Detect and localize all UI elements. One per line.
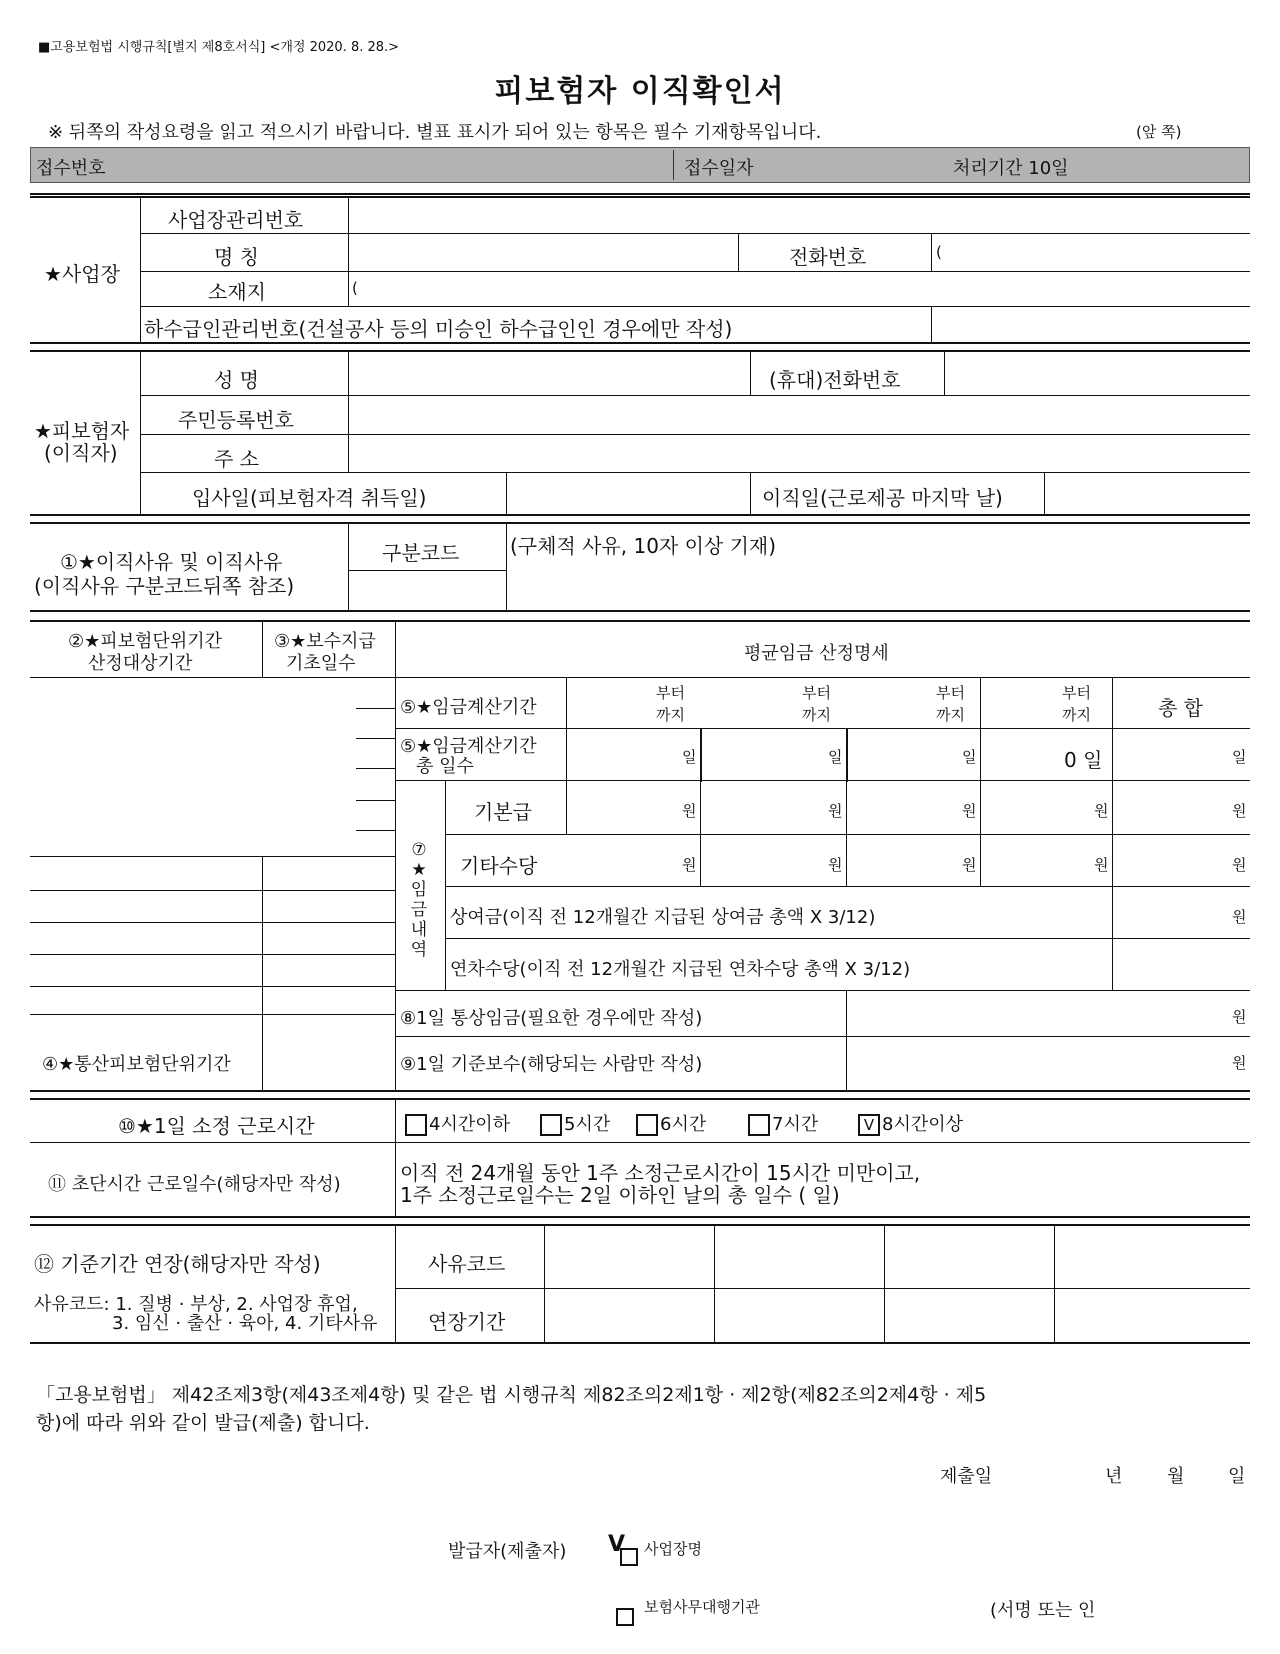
wage-detail-label: ⑦★임금내역 [410, 840, 428, 960]
workplace-phone-label: 전화번호 [789, 245, 867, 269]
extension-label: ⑫ 기준기간 연장(해당자만 작성) [34, 1252, 321, 1276]
submit-year: 년 [1105, 1466, 1123, 1487]
daily-base-won: 원 [1232, 1054, 1247, 1072]
submit-date-label: 제출일 [940, 1466, 993, 1487]
hours-option-5[interactable]: 5시간 [540, 1110, 610, 1136]
checkbox[interactable] [636, 1114, 658, 1136]
period4-to: 까지 [1062, 706, 1091, 724]
wage-calc-period-label: ⑤★임금계산기간 [400, 697, 537, 718]
hours-option-6[interactable]: 6시간 [636, 1110, 706, 1136]
hours-option-8-or-more[interactable]: V 8시간이상 [858, 1110, 963, 1136]
issuer-label: 발급자(제출자) [448, 1541, 567, 1562]
workplace-address-value[interactable]: ( [352, 279, 358, 297]
shorttime-line1: 이직 전 24개월 동안 1주 소정근로시간이 15시간 미만이고, [400, 1161, 921, 1185]
shorttime-days-label: ⑪ 초단시간 근로일수(해당자만 작성) [48, 1174, 341, 1195]
other-allow-won-4: 원 [1094, 856, 1109, 874]
period1-from: 부터 [656, 684, 685, 702]
submit-month: 월 [1167, 1466, 1185, 1487]
daily-base-pay-label: ⑨1일 기준보수(해당되는 사람만 작성) [400, 1054, 703, 1075]
period2-from: 부터 [802, 684, 831, 702]
subcontractor-mgmt-label: 하수급인관리번호(건설공사 등의 미승인 하수급인인 경우에만 작성) [144, 317, 733, 341]
receipt-date-label: 접수일자 [684, 158, 754, 179]
daily-ordinary-won: 원 [1232, 1008, 1247, 1026]
shorttime-line2: 1주 소정근로일수는 2일 이하인 날의 총 일수 ( 일) [400, 1183, 840, 1207]
period3-to: 까지 [936, 706, 965, 724]
other-allow-won-1: 원 [682, 856, 697, 874]
other-allow-won-2: 원 [828, 856, 843, 874]
workplace-address-label: 소재지 [208, 280, 266, 304]
extension-period-label: 연장기간 [428, 1310, 506, 1334]
period2-to: 까지 [802, 706, 831, 724]
period4-from: 부터 [1062, 684, 1091, 702]
days-unit-3: 일 [962, 748, 977, 766]
days-unit-1: 일 [682, 748, 697, 766]
submit-day: 일 [1228, 1466, 1246, 1487]
page-title: 피보험자 이직확인서 [494, 74, 786, 109]
notice-text: ※ 뒤쪽의 작성요령을 읽고 적으시기 바랍니다. 별표 표시가 되어 있는 항목은 필수 기재항목입니다. [48, 122, 822, 143]
wage-calc-days-label: ⑤★임금계산기간 [400, 736, 537, 757]
workplace-name-footer-label: 사업장명 [644, 1540, 702, 1558]
leave-date-label: 이직일(근로제공 마지막 날) [762, 486, 1003, 510]
sign-label: (서명 또는 인 [990, 1600, 1096, 1621]
receipt-number-label: 접수번호 [36, 158, 106, 179]
checkbox-checked[interactable]: V [858, 1114, 880, 1136]
period1-to: 까지 [656, 706, 685, 724]
insured-unit-period-sublabel: 산정대상기간 [88, 653, 193, 674]
hours-option-7[interactable]: 7시간 [748, 1110, 818, 1136]
base-pay-won-1: 원 [682, 802, 697, 820]
statement-line2: 항)에 따라 위와 같이 발급(제출) 합니다. [36, 1412, 370, 1434]
insured-address-label: 주 소 [214, 447, 259, 471]
extension-reason-code-label: 사유코드 [428, 1252, 506, 1276]
extension-codes-line2: 3. 임신 · 출산 · 육아, 4. 기타사유 [112, 1313, 378, 1334]
hire-date-label: 입사일(피보험자격 취득일) [192, 486, 427, 510]
agency-label: 보험사무대행기관 [644, 1598, 760, 1616]
workplace-checkbox[interactable] [620, 1548, 638, 1566]
period3-from: 부터 [936, 684, 965, 702]
days-unit-total: 일 [1232, 748, 1247, 766]
cumulative-period-label: ④★통산피보험단위기간 [42, 1054, 231, 1075]
page-side-label: (앞 쪽) [1136, 123, 1182, 141]
daily-ordinary-wage-label: ⑧1일 통상임금(필요한 경우에만 작성) [400, 1008, 703, 1029]
average-wage-header: 평균임금 산정명세 [744, 643, 889, 664]
insured-unit-period-label: ②★피보험단위기간 [68, 631, 222, 652]
other-allowance-label: 기타수당 [460, 854, 538, 878]
total-label: 총 합 [1158, 696, 1203, 720]
days-value-4: 0 일 [1064, 748, 1103, 772]
other-allow-won-total: 원 [1232, 856, 1247, 874]
bonus-label: 상여금(이직 전 12개월간 지급된 상여금 총액 X 3/12) [450, 907, 876, 928]
pay-basis-days-sublabel: 기초일수 [286, 653, 356, 674]
leave-reason-label: ①★이직사유 및 이직사유 [60, 550, 283, 574]
law-reference: ■고용보험법 시행규칙[별지 제8호서식] <개정 2020. 8. 28.> [38, 40, 400, 55]
checkbox[interactable] [540, 1114, 562, 1136]
reason-code-label: 구분코드 [382, 541, 460, 565]
workplace-section-label: ★사업장 [44, 262, 120, 286]
checkbox[interactable] [405, 1114, 427, 1136]
reason-detail-label: (구체적 사유, 10자 이상 기재) [510, 534, 777, 558]
base-pay-won-2: 원 [828, 802, 843, 820]
days-unit-2: 일 [828, 748, 843, 766]
wage-calc-days-sublabel: 총 일수 [416, 756, 474, 777]
pay-basis-days-label: ③★보수지급 [274, 631, 376, 652]
other-allow-won-3: 원 [962, 856, 977, 874]
insured-mobile-label: (휴대)전화번호 [769, 368, 901, 392]
workplace-check-mark: V [608, 1532, 626, 1557]
bonus-won: 원 [1232, 908, 1247, 926]
annual-allowance-label: 연차수당(이직 전 12개월간 지급된 연차수당 총액 X 3/12) [450, 959, 911, 980]
workplace-phone-value[interactable]: ( [936, 243, 942, 261]
workplace-name-label: 명 칭 [214, 245, 259, 269]
processing-period-label: 처리기간 10일 [953, 158, 1069, 179]
insured-name-label: 성 명 [214, 368, 259, 392]
workplace-mgmt-no-label: 사업장관리번호 [168, 208, 304, 232]
insured-rrn-label: 주민등록번호 [178, 408, 294, 432]
hours-option-4-or-less[interactable]: 4시간이하 [405, 1110, 510, 1136]
insured-section-sublabel: (이직자) [44, 441, 118, 465]
base-pay-won-total: 원 [1232, 802, 1247, 820]
extension-codes-line1: 사유코드: 1. 질병 · 부상, 2. 사업장 휴업, [34, 1294, 358, 1315]
statement-line1: 「고용보험법」 제42조제3항(제43조제4항) 및 같은 법 시행규칙 제82조의2제1항 · 제2항(제82조의2제4항 · 제5 [36, 1384, 987, 1406]
base-pay-label: 기본급 [474, 800, 532, 824]
work-hours-label: ⑩★1일 소정 근로시간 [118, 1114, 315, 1138]
base-pay-won-3: 원 [962, 802, 977, 820]
agency-checkbox[interactable] [616, 1608, 634, 1626]
base-pay-won-4: 원 [1094, 802, 1109, 820]
insured-section-label: ★피보험자 [34, 419, 130, 443]
checkbox[interactable] [748, 1114, 770, 1136]
leave-reason-sublabel: (이직사유 구분코드뒤쪽 참조) [34, 574, 295, 598]
